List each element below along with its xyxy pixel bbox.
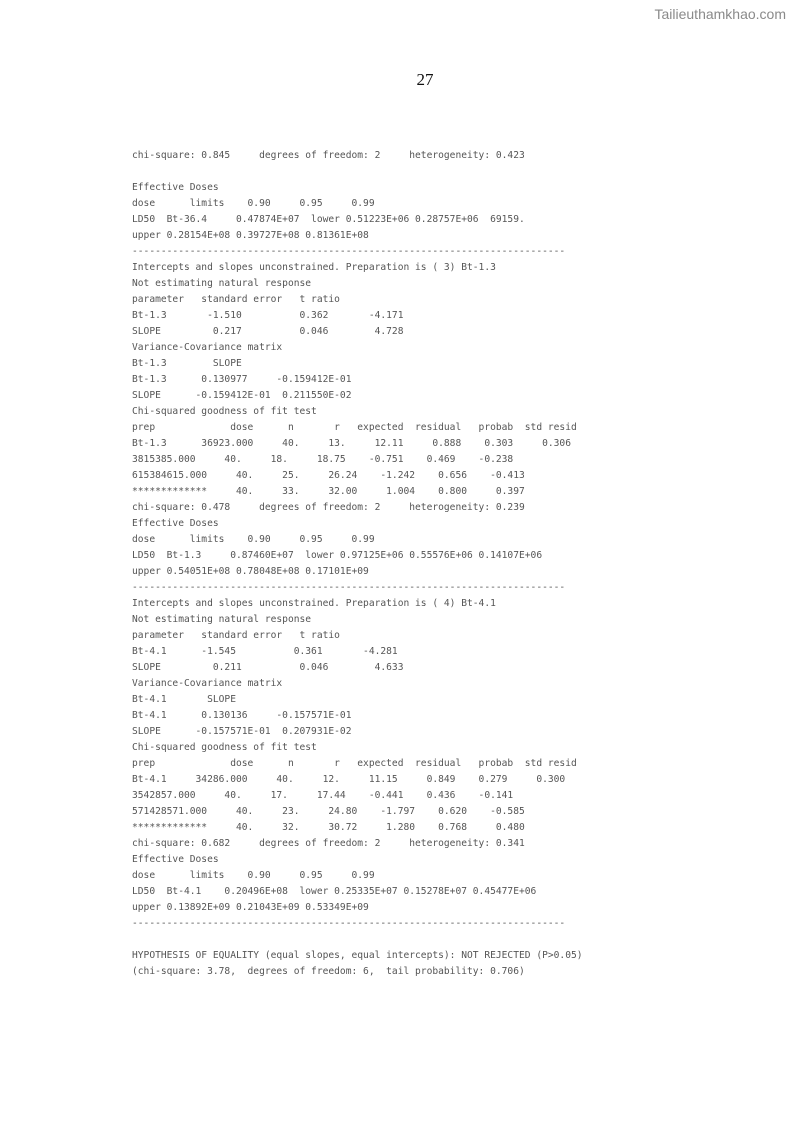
output-line: prep dose n r expected residual probab std resid <box>132 422 577 433</box>
output-line: Effective Doses <box>132 518 219 529</box>
output-line: ************* 40. 32. 30.72 1.280 0.768 0.480 <box>132 822 525 833</box>
output-line: chi-square: 0.682 degrees of freedom: 2 heterogeneity: 0.341 <box>132 838 525 849</box>
output-line: 3815385.000 40. 18. 18.75 -0.751 0.469 -0.238 <box>132 454 514 465</box>
output-line: Intercepts and slopes unconstrained. Preparation is ( 4) Bt-4.1 <box>132 598 496 609</box>
output-line: Not estimating natural response <box>132 278 312 289</box>
output-line: parameter standard error t ratio <box>132 294 340 305</box>
output-line: (chi-square: 3.78, degrees of freedom: 6, tail probability: 0.706) <box>132 966 525 977</box>
output-line: ************* 40. 33. 32.00 1.004 0.800 0.397 <box>132 486 525 497</box>
output-line: HYPOTHESIS OF EQUALITY (equal slopes, equal intercepts): NOT REJECTED (P>0.05) <box>132 950 583 961</box>
output-line: Bt-4.1 SLOPE <box>132 694 236 705</box>
output-line: LD50 Bt-36.4 0.47874E+07 lower 0.51223E+06 0.28757E+06 69159. <box>132 214 525 225</box>
output-line: Bt-1.3 0.130977 -0.159412E-01 <box>132 374 352 385</box>
output-line: upper 0.13892E+09 0.21043E+09 0.53349E+09 <box>132 902 369 913</box>
blank-line <box>132 932 772 948</box>
output-line: Bt-1.3 SLOPE <box>132 358 242 369</box>
probit-output-block <box>132 148 772 980</box>
page-number: 27 <box>416 70 434 89</box>
output-line: chi-square: 0.845 degrees of freedom: 2 heterogeneity: 0.423 <box>132 150 525 161</box>
output-line: parameter standard error t ratio <box>132 630 340 641</box>
output-line: Chi-squared goodness of fit test <box>132 742 317 753</box>
output-line: SLOPE 0.211 0.046 4.633 <box>132 662 404 673</box>
output-line: Bt-4.1 34286.000 40. 12. 11.15 0.849 0.279 0.300 <box>132 774 566 785</box>
output-line: prep dose n r expected residual probab std resid <box>132 758 577 769</box>
output-line: upper 0.28154E+08 0.39727E+08 0.81361E+08 <box>132 230 369 241</box>
output-line: LD50 Bt-4.1 0.20496E+08 lower 0.25335E+07 0.15278E+07 0.45477E+06 <box>132 886 537 897</box>
output-line: 571428571.000 40. 23. 24.80 -1.797 0.620 -0.585 <box>132 806 525 817</box>
output-line: 615384615.000 40. 25. 26.24 -1.242 0.656 -0.413 <box>132 470 525 481</box>
output-line: SLOPE -0.157571E-01 0.207931E-02 <box>132 726 352 737</box>
output-line: dose limits 0.90 0.95 0.99 <box>132 198 375 209</box>
output-line: --------------------------------------------------------------------------- <box>132 246 566 257</box>
output-line: Not estimating natural response <box>132 614 312 625</box>
output-line: Intercepts and slopes unconstrained. Preparation is ( 3) Bt-1.3 <box>132 262 496 273</box>
watermark: Tailieuthamkhao.com <box>654 6 786 22</box>
output-line: LD50 Bt-1.3 0.87460E+07 lower 0.97125E+06 0.55576E+06 0.14107E+06 <box>132 550 543 561</box>
output-line: Variance-Covariance matrix <box>132 342 283 353</box>
output-line: Bt-4.1 0.130136 -0.157571E-01 <box>132 710 352 721</box>
output-line: SLOPE -0.159412E-01 0.211550E-02 <box>132 390 352 401</box>
output-line: chi-square: 0.478 degrees of freedom: 2 heterogeneity: 0.239 <box>132 502 525 513</box>
output-line: dose limits 0.90 0.95 0.99 <box>132 534 375 545</box>
output-line: 3542857.000 40. 17. 17.44 -0.441 0.436 -0.141 <box>132 790 514 801</box>
output-line: --------------------------------------------------------------------------- <box>132 918 566 929</box>
blank-line <box>132 164 772 180</box>
output-line: upper 0.54051E+08 0.78048E+08 0.17101E+09 <box>132 566 369 577</box>
output-line: Effective Doses <box>132 182 219 193</box>
output-line: --------------------------------------------------------------------------- <box>132 582 566 593</box>
output-line: Bt-4.1 -1.545 0.361 -4.281 <box>132 646 398 657</box>
output-line: dose limits 0.90 0.95 0.99 <box>132 870 375 881</box>
output-line: Variance-Covariance matrix <box>132 678 283 689</box>
output-line: Bt-1.3 36923.000 40. 13. 12.11 0.888 0.303 0.306 <box>132 438 571 449</box>
output-line: Chi-squared goodness of fit test <box>132 406 317 417</box>
output-line: Effective Doses <box>132 854 219 865</box>
output-line: Bt-1.3 -1.510 0.362 -4.171 <box>132 310 404 321</box>
output-line: SLOPE 0.217 0.046 4.728 <box>132 326 404 337</box>
